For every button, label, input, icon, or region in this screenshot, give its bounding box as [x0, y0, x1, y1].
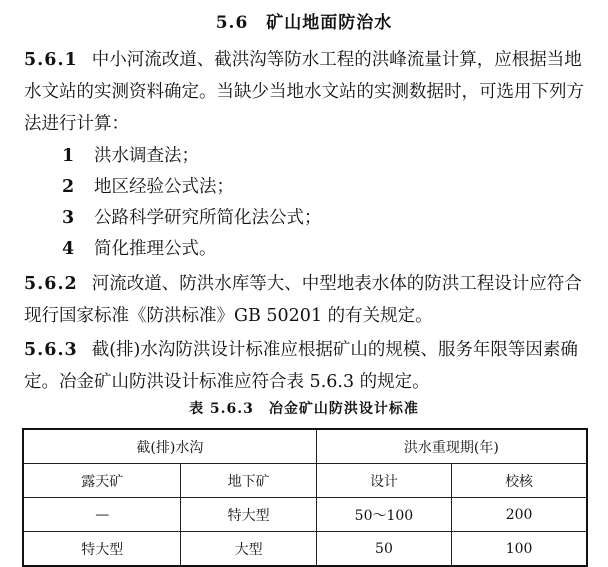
table-cell: 100	[452, 532, 587, 567]
paragraph-5-6-2	[24, 268, 590, 332]
section-title: 5.6 矿山地面防治水	[215, 13, 393, 33]
clause-text: 截(排)水沟防洪设计标准应根据矿山的规模、服务年限等因素确定。冶金矿山防洪设计标准应符合表 5.6.3 的规定。	[24, 340, 578, 392]
table-cell: 大型	[181, 532, 316, 567]
table-cell: 50	[316, 532, 451, 567]
table-cell: 特大型	[181, 498, 316, 532]
table-cell: 特大型	[23, 532, 181, 567]
table-subheader-row	[23, 464, 587, 498]
list-index: 2	[62, 177, 75, 197]
list-index: 1	[62, 146, 75, 166]
list-index: 3	[62, 208, 75, 228]
list-text: 洪水调查法；	[94, 146, 199, 166]
table-group-header: 截(排)水沟	[23, 429, 316, 464]
list-text: 简化推理公式。	[94, 239, 217, 259]
table-subheader: 设计	[316, 464, 451, 498]
table-row	[23, 532, 587, 567]
paragraph-5-6-1	[24, 44, 590, 140]
table-cell: 50～100	[316, 498, 451, 532]
table-cell: 200	[452, 498, 587, 532]
list-item	[62, 203, 322, 233]
flood-standard-table	[22, 428, 588, 567]
clause-text: 河流改道、防洪水库等大、中型地表水体的防洪工程设计应符合现行国家标准《防洪标准》GB 50201 的有关规定。	[24, 274, 582, 326]
table-cell: —	[23, 498, 181, 532]
table-row	[23, 498, 587, 532]
clause-number: 5.6.1	[24, 50, 78, 70]
list-text: 地区经验公式法；	[94, 177, 234, 197]
table-title: 表 5.6.3 冶金矿山防洪设计标准	[189, 401, 419, 417]
table-subheader: 校核	[452, 464, 587, 498]
clause-number: 5.6.2	[24, 274, 78, 294]
list-text: 公路科学研究所简化法公式；	[94, 208, 322, 228]
list-item	[62, 234, 217, 264]
clause-number: 5.6.3	[24, 340, 78, 360]
list-item	[62, 141, 199, 171]
list-item	[62, 172, 234, 202]
paragraph-5-6-3	[24, 334, 590, 398]
table-subheader: 地下矿	[181, 464, 316, 498]
table-header-row	[23, 429, 587, 464]
list-index: 4	[62, 239, 75, 259]
clause-text: 中小河流改道、截洪沟等防水工程的洪峰流量计算，应根据当地水文站的实测资料确定。当缺少当地水文站的实测数据时，可选用下列方法进行计算：	[24, 50, 584, 134]
table-subheader: 露天矿	[23, 464, 181, 498]
table-group-header: 洪水重现期(年)	[316, 429, 587, 464]
